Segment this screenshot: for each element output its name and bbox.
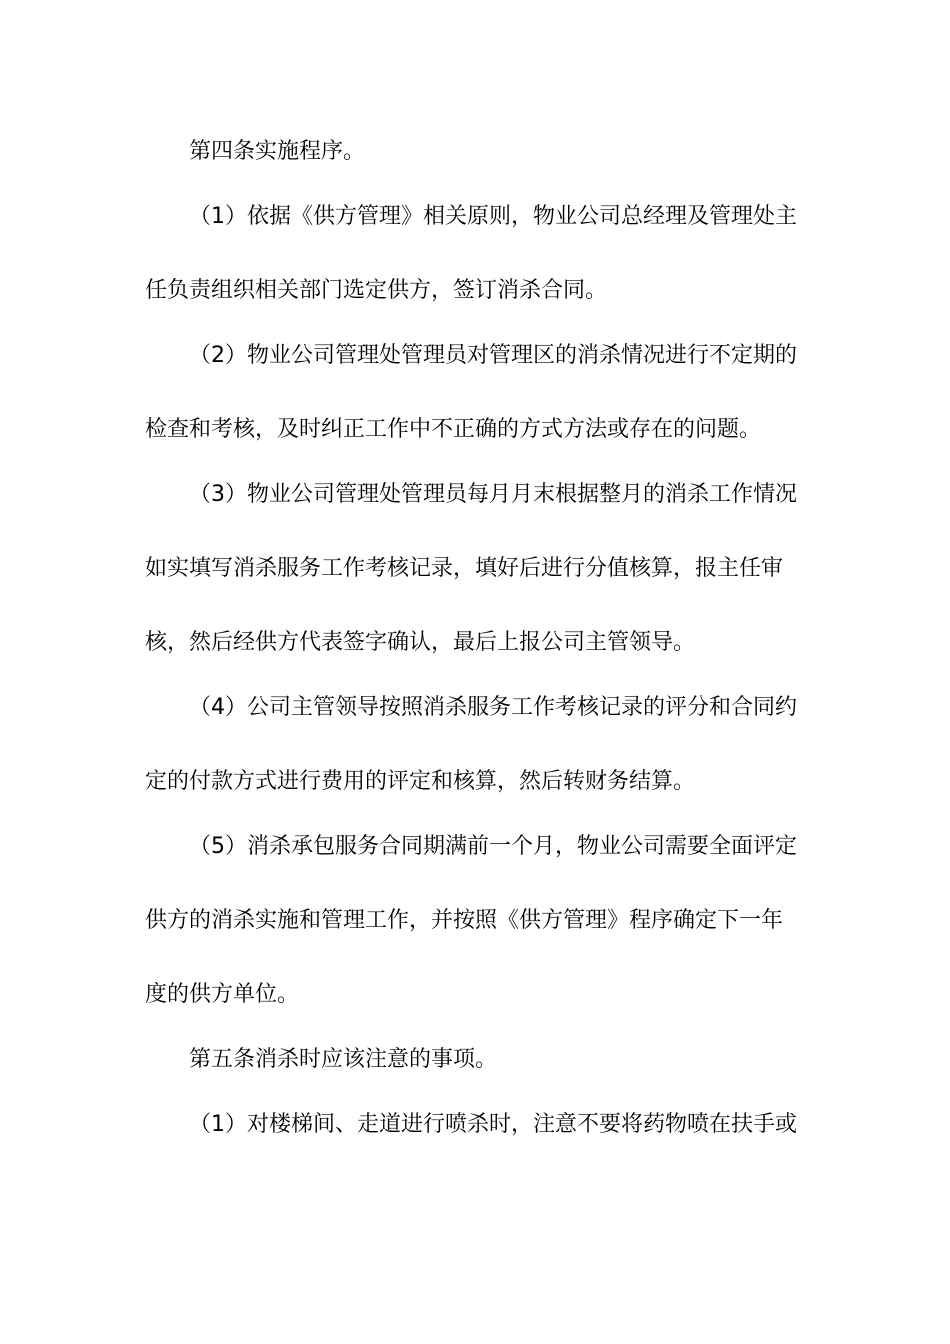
- paragraph-line: 度的供方单位。: [145, 982, 300, 1007]
- section-heading-article-4: 第四条实施程序。: [189, 139, 366, 164]
- paragraph-line: （3）物业公司管理处管理员每月月末根据整月的消杀工作情况: [189, 482, 797, 507]
- paragraph-line: 供方的消杀实施和管理工作，并按照《供方管理》程序确定下一年: [145, 908, 784, 933]
- paragraph-line: （2）物业公司管理处管理员对管理区的消杀情况进行不定期的: [189, 343, 797, 368]
- paragraph-line: 定的付款方式进行费用的评定和核算，然后转财务结算。: [145, 769, 696, 794]
- paragraph-line: （4）公司主管领导按照消杀服务工作考核记录的评分和合同约: [189, 695, 797, 720]
- section-heading-article-5: 第五条消杀时应该注意的事项。: [189, 1047, 498, 1072]
- paragraph-line: 如实填写消杀服务工作考核记录，填好后进行分值核算，报主任审: [145, 556, 784, 581]
- paragraph-line: （1）依据《供方管理》相关原则，物业公司总经理及管理处主: [189, 204, 797, 229]
- paragraph-line: 任负责组织相关部门选定供方，签订消杀合同。: [145, 278, 608, 303]
- paragraph-line: （1）对楼梯间、走道进行喷杀时，注意不要将药物喷在扶手或: [189, 1112, 797, 1137]
- paragraph-line: （5）消杀承包服务合同期满前一个月，物业公司需要全面评定: [189, 834, 797, 859]
- paragraph-line: 检查和考核，及时纠正工作中不正确的方式方法或存在的问题。: [145, 417, 762, 442]
- paragraph-line: 核，然后经供方代表签字确认，最后上报公司主管领导。: [145, 630, 696, 655]
